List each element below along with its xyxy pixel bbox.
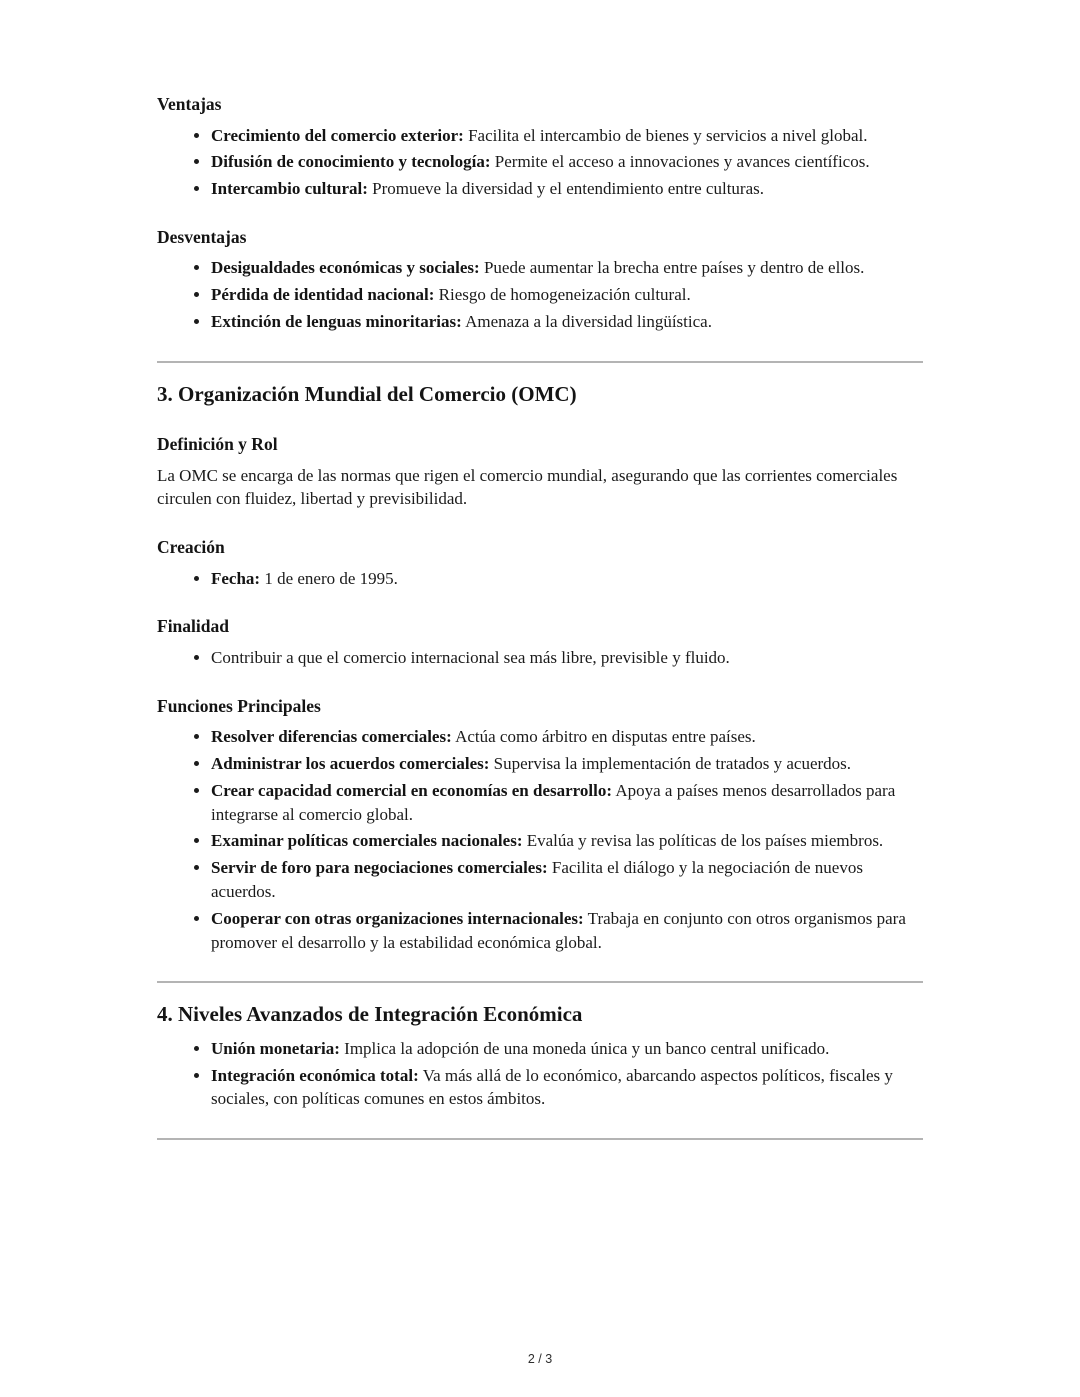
- heading-funciones: Funciones Principales: [157, 695, 321, 716]
- list-item: [211, 752, 923, 776]
- list-item: [211, 829, 923, 853]
- list-item: [211, 725, 923, 749]
- list-item: [211, 779, 923, 827]
- list-item: [211, 567, 923, 591]
- item-term: Administrar los acuerdos comerciales:: [211, 754, 490, 774]
- list-funciones: [157, 725, 923, 954]
- list-item: [211, 283, 923, 307]
- item-term: Difusión de conocimiento y tecnología:: [211, 152, 491, 172]
- list-item: [211, 150, 923, 174]
- list-creacion: [157, 567, 923, 591]
- document-body: [157, 92, 923, 1158]
- heading-desventajas: Desventajas: [157, 226, 247, 247]
- item-term: Crecimiento del comercio exterior:: [211, 125, 464, 145]
- list-item: [211, 310, 923, 334]
- item-desc: Facilita el intercambio de bienes y servicios a nivel global.: [468, 125, 868, 145]
- section-divider: [157, 981, 923, 983]
- item-term: Cooperar con otras organizaciones internacionales:: [211, 908, 584, 928]
- item-term: Fecha:: [211, 568, 261, 588]
- item-desc: Facilita el diálogo y la negociación de nuevos acuerdos.: [211, 858, 863, 902]
- item-term: Unión monetaria:: [211, 1038, 340, 1058]
- list-niveles: [157, 1037, 923, 1111]
- section-divider: [157, 1138, 923, 1140]
- item-desc: Actúa como árbitro en disputas entre países.: [455, 727, 756, 747]
- item-term: Crear capacidad comercial en economías en desarrollo:: [211, 780, 613, 800]
- list-desventajas: [157, 256, 923, 333]
- list-item: [211, 907, 923, 955]
- list-item: [211, 124, 923, 148]
- item-term: Integración económica total:: [211, 1065, 419, 1085]
- item-term: Resolver diferencias comerciales:: [211, 727, 452, 747]
- heading-definicion-rol: Definición y Rol: [157, 434, 278, 455]
- item-term: Examinar políticas comerciales nacionales:: [211, 831, 523, 851]
- paragraph-definicion: La OMC se encarga de las normas que rigen el comercio mundial, asegurando que las corrientes comerciales circulen con fluidez, libertad y previsibilidad.: [157, 465, 898, 509]
- list-ventajas: [157, 124, 923, 201]
- section-niveles: [157, 1001, 923, 1111]
- heading-finalidad: Finalidad: [157, 616, 229, 637]
- heading-niveles: 4. Niveles Avanzados de Integración Económica: [157, 1002, 583, 1027]
- item-desc: Riesgo de homogeneización cultural.: [438, 285, 691, 305]
- item-desc: Evalúa y revisa las políticas de los países miembros.: [526, 831, 884, 851]
- item-desc: Puede aumentar la brecha entre países y dentro de ellos.: [483, 258, 865, 278]
- item-term: Intercambio cultural:: [211, 179, 368, 199]
- item-desc: Contribuir a que el comercio internacional sea más libre, previsible y fluido.: [211, 647, 730, 667]
- list-item: [211, 1064, 923, 1112]
- section-desventajas: [157, 225, 923, 334]
- section-ventajas: [157, 92, 923, 201]
- item-term: Pérdida de identidad nacional:: [211, 285, 435, 305]
- list-item: [211, 646, 923, 670]
- item-desc: Permite el acceso a innovaciones y avances científicos.: [494, 152, 870, 172]
- item-desc: Apoya a países menos desarrollados para integrarse al comercio global.: [211, 780, 896, 824]
- page-number: 2 / 3: [527, 1352, 553, 1366]
- item-term: Desigualdades económicas y sociales:: [211, 258, 480, 278]
- list-item: [211, 856, 923, 904]
- item-term: Servir de foro para negociaciones comerciales:: [211, 858, 548, 878]
- section-divider: [157, 361, 923, 363]
- heading-creacion: Creación: [157, 537, 225, 558]
- item-desc: Supervisa la implementación de tratados y acuerdos.: [493, 754, 852, 774]
- item-desc: Trabaja en conjunto con otros organismos para promover el desarrollo y la estabilidad económica global.: [211, 908, 906, 952]
- list-finalidad: [157, 646, 923, 670]
- heading-ventajas: Ventajas: [157, 94, 222, 114]
- item-desc: 1 de enero de 1995.: [264, 568, 398, 588]
- item-desc: Implica la adopción de una moneda única y un banco central unificado.: [344, 1038, 830, 1058]
- item-desc: Va más allá de lo económico, abarcando aspectos políticos, fiscales y sociales, con políticas comunes en estos ámbitos.: [211, 1065, 893, 1109]
- section-omc: [157, 381, 923, 955]
- list-item: [211, 1037, 923, 1061]
- item-desc: Promueve la diversidad y el entendimiento entre culturas.: [372, 179, 764, 199]
- list-item: [211, 256, 923, 280]
- heading-omc: 3. Organización Mundial del Comercio (OMC): [157, 381, 577, 406]
- item-desc: Amenaza a la diversidad lingüística.: [465, 311, 712, 331]
- item-term: Extinción de lenguas minoritarias:: [211, 311, 462, 331]
- list-item: [211, 177, 923, 201]
